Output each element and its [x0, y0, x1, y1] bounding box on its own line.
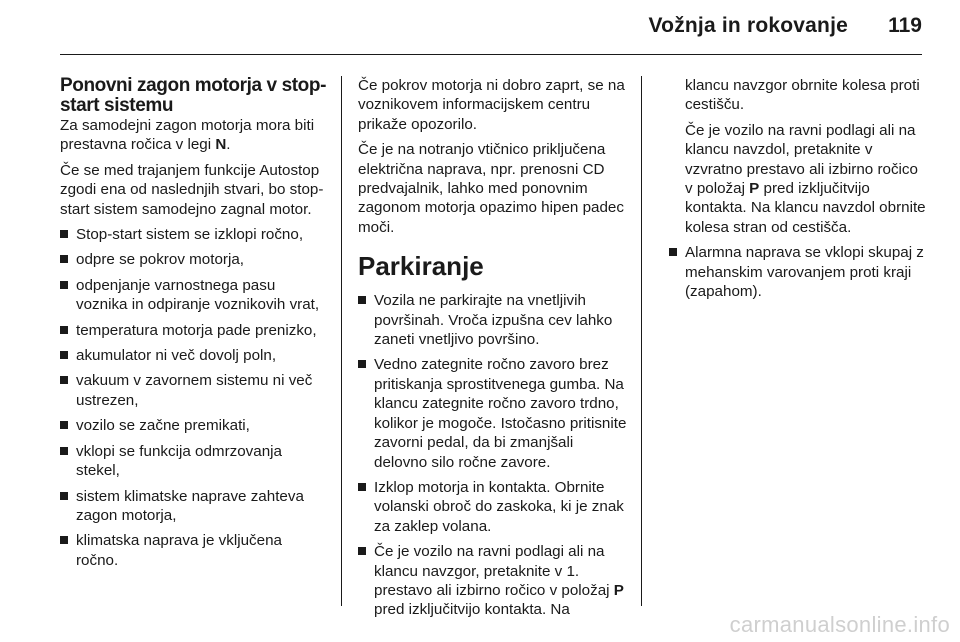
paragraph: Če se med trajanjem funkcije Autostop zgodi ena od naslednjih stvari, bo stop-start sistem samodejno zagnal motor. — [60, 161, 324, 218]
column-2 — [358, 76, 628, 626]
list-item: vakuum v zavornem sistemu ni več ustrezen, — [60, 371, 328, 410]
list-item: sistem klimatske naprave zahteva zagon motorja, — [60, 487, 328, 526]
list-item: Izklop motorja in kontakta. Obrnite volanski obroč do zaskoka, ki je znak za zaklep volana. — [358, 478, 628, 536]
paragraph: klancu navzgor obrnite kolesa proti cestišču. — [685, 77, 920, 114]
square-bullet-icon — [60, 447, 68, 455]
square-bullet-icon — [60, 255, 68, 263]
square-bullet-icon — [358, 483, 366, 491]
column-1 — [60, 76, 328, 576]
paragraph — [60, 116, 328, 155]
page-number: 119 — [888, 14, 922, 37]
square-bullet-icon — [60, 230, 68, 238]
square-bullet-icon — [669, 248, 677, 256]
column-divider-2 — [641, 76, 642, 606]
text: Za samodejni zagon motorja mora biti prestavna ročica v legi — [60, 117, 315, 154]
list-item: vklopi se funkcija odmrzovanja stekel, — [60, 442, 328, 481]
watermark: carmanualsonline.info — [729, 612, 950, 637]
column-3 — [669, 76, 929, 307]
paragraph: Če je vozilo na ravni podlagi ali na klancu navzdol, pretaknite v vzvratno prestavo ali izbirno ročico v položaj P pred izključitvijo kontakta. Na klancu navzdol obrnite kolesa stran od cestišča. — [685, 121, 926, 236]
header-rule — [60, 54, 922, 55]
list-item: vozilo se začne premikati, — [60, 416, 328, 435]
paragraph: Če pokrov motorja ni dobro zaprt, se na voznikovem informacijskem centru prikaže opozorilo. — [358, 77, 625, 133]
paragraph: Če je na notranjo vtičnico priključena električna naprava, npr. prenosni CD predvajalnik, lahko med ponovnim zagonom motorja opazimo hipen padec moči. — [358, 141, 624, 236]
list-item: Alarmna naprava se vklopi skupaj z mehanskim varovanjem proti kraji (zapahom). — [669, 243, 929, 301]
square-bullet-icon — [60, 376, 68, 384]
bullet-list — [60, 225, 328, 570]
square-bullet-icon — [60, 326, 68, 334]
square-bullet-icon — [60, 492, 68, 500]
section-heading-parking: Parkiranje — [358, 251, 484, 282]
gear-label: N — [215, 136, 227, 154]
square-bullet-icon — [60, 281, 68, 289]
list-item: temperatura motorja pade prenizko, — [60, 321, 328, 340]
square-bullet-icon — [60, 536, 68, 544]
gear-label: P — [749, 180, 760, 198]
list-item: Vedno zategnite ročno zavoro brez pritiskanja sprostitvenega gumba. Na klancu zategnite ročno zavoro trdno, kolikor je mogoče. Istočasno pritisnite zavorni pedal, da bi zmanjšali delovno silo ročne zavore. — [358, 355, 628, 471]
bullet-list — [358, 291, 628, 620]
bullet-list — [669, 243, 929, 301]
list-item: Stop-start sistem se izklopi ročno, — [60, 225, 328, 244]
gear-label: P — [613, 581, 624, 599]
list-item: akumulator ni več dovolj poln, — [60, 346, 328, 365]
square-bullet-icon — [358, 547, 366, 555]
square-bullet-icon — [358, 296, 366, 304]
list-item: odpenjanje varnostnega pasu voznika in odpiranje voznikovih vrat, — [60, 276, 328, 315]
column-divider-1 — [341, 76, 342, 606]
square-bullet-icon — [60, 421, 68, 429]
section-heading-restart: Ponovni zagon motorja v stop-start sistemu — [60, 75, 327, 116]
list-item: Vozila ne parkirajte na vnetljivih površinah. Vroča izpušna cev lahko zaneti vnetljivo površino. — [358, 291, 628, 349]
page-title: Vožnja in rokovanje — [648, 14, 848, 37]
list-item: odpre se pokrov motorja, — [60, 250, 328, 269]
square-bullet-icon — [358, 360, 366, 368]
list-item: Če je vozilo na ravni podlagi ali na klancu navzgor, pretaknite v 1. prestavo ali izbirno ročico v položaj P pred izključitvijo kontakta. Na — [358, 542, 628, 620]
text: . — [226, 136, 231, 154]
list-item: klimatska naprava je vključena ročno. — [60, 531, 328, 570]
square-bullet-icon — [60, 351, 68, 359]
